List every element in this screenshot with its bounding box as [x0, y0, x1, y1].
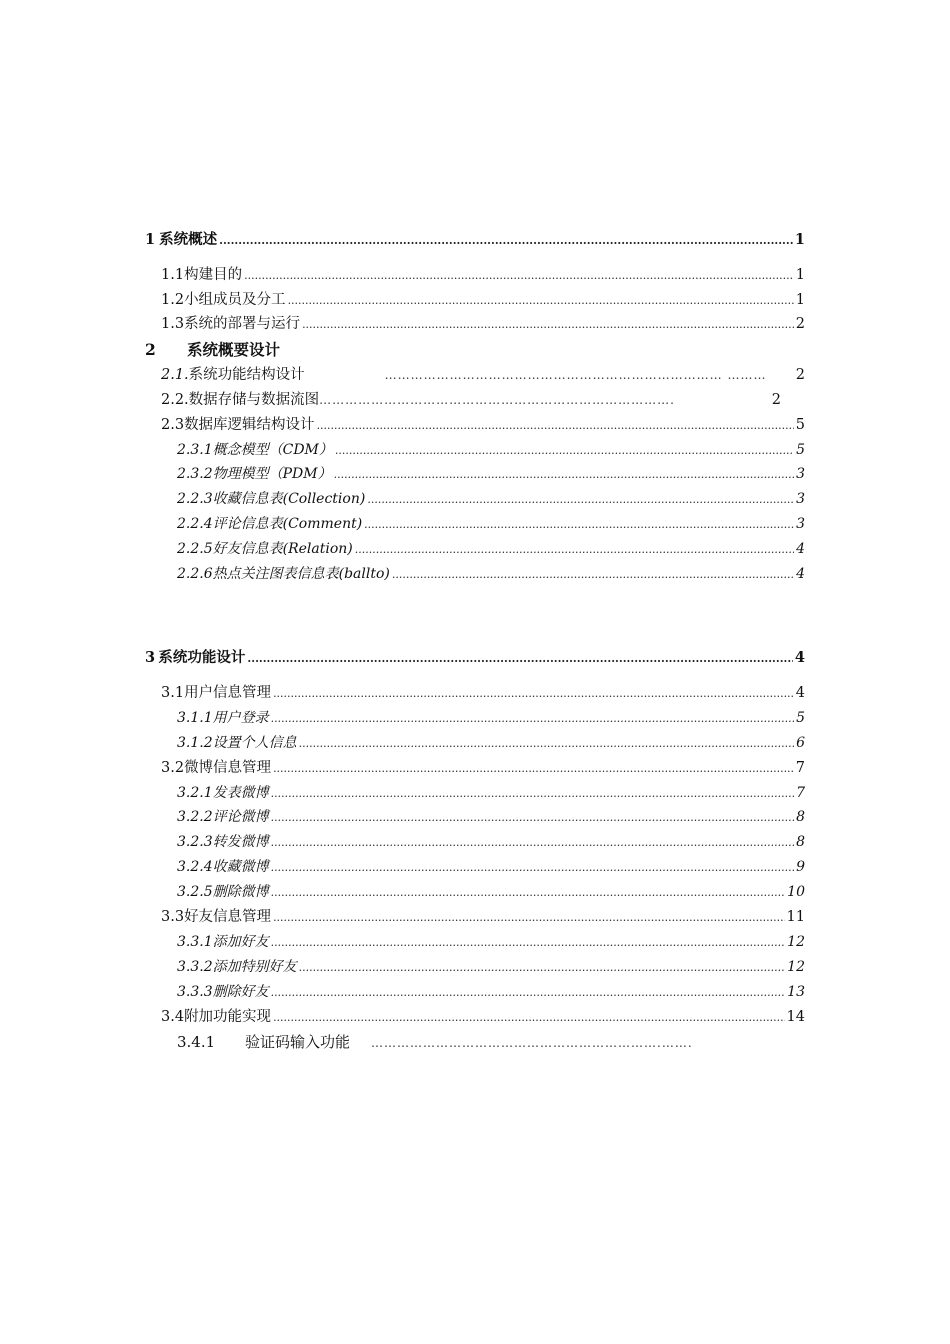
toc-number: 2.2.3 [177, 491, 213, 507]
toc-page-number: 1 [795, 267, 805, 283]
toc-page-number: 4 [795, 685, 805, 701]
toc-title: 用户信息管理 [184, 685, 272, 701]
toc-title: 发表微博 [212, 785, 269, 801]
toc-number: 3.2.5 [177, 884, 213, 900]
toc-entry-2-2-3[interactable] [177, 488, 805, 510]
toc-title: 系统概要设计 [187, 340, 281, 359]
toc-number: 1.3 [161, 316, 185, 332]
toc-entry-1-3[interactable] [161, 313, 805, 335]
toc-title: 添加好友 [212, 934, 269, 950]
toc-page-number: 3 [796, 491, 805, 507]
toc-leader [273, 683, 794, 705]
toc-number: 2 [145, 340, 156, 359]
toc-title: 收藏微博 [212, 859, 269, 875]
toc-title: 验证码输入功能 [245, 1033, 351, 1051]
toc-entry-3-2-1[interactable] [177, 782, 805, 804]
toc-leader [367, 489, 794, 511]
toc-entry-2-2-4[interactable] [177, 513, 805, 535]
toc-entry-3[interactable] [145, 647, 805, 669]
toc-leader [271, 932, 786, 954]
toc-entry-2-2-6[interactable] [177, 563, 805, 585]
toc-page-number: 6 [796, 735, 805, 751]
toc-entry-1[interactable] [145, 229, 805, 251]
toc-page-number: 7 [796, 785, 805, 801]
toc-number: 3.2 [161, 760, 185, 776]
toc-title: 好友信息表(Relation) [212, 541, 353, 557]
toc-leader [302, 314, 794, 336]
toc-page-number: 3 [796, 516, 805, 532]
toc-number: 3 [145, 649, 156, 666]
toc-number: 3.2.2 [177, 809, 213, 825]
toc-entry-3-1[interactable] [161, 682, 805, 704]
toc-number: 3.2.4 [177, 859, 213, 875]
toc-leader [271, 783, 794, 805]
toc-title: 评论信息表(Comment) [212, 516, 363, 532]
toc-entry-3-2-5[interactable] [177, 881, 805, 903]
toc-page-number: 13 [787, 984, 805, 1000]
toc-number: 3.2.1 [177, 785, 213, 801]
toc-title: 系统概述 [159, 231, 218, 248]
toc-entry-3-1-2[interactable] [177, 732, 805, 754]
toc-leader [335, 440, 794, 462]
toc-number: 2.3 [161, 417, 185, 433]
toc-page-number: 4 [796, 541, 805, 557]
toc-number: 2.3.2 [177, 466, 213, 482]
toc-page-number: 12 [787, 959, 805, 975]
toc-title: 设置个人信息 [212, 735, 297, 751]
toc-title: 系统功能设计 [158, 649, 246, 666]
toc-leader [219, 230, 793, 252]
toc-number: 2.2.5 [177, 541, 213, 557]
toc-page-number: 3 [796, 466, 805, 482]
toc-title: 用户登录 [212, 710, 269, 726]
toc-entry-2-2[interactable] [161, 389, 781, 411]
toc-leader: ………………………………………………………………………. [319, 393, 675, 407]
toc-page-number: 8 [796, 809, 805, 825]
toc-leader [273, 1007, 784, 1029]
toc-entry-3-2-2[interactable] [177, 806, 805, 828]
toc-entry-3-2-4[interactable] [177, 856, 805, 878]
toc-number: 3.1.2 [177, 735, 213, 751]
toc-title: 数据库逻辑结构设计 [184, 417, 315, 433]
toc-leader [273, 758, 794, 780]
toc-entry-3-4[interactable] [161, 1006, 805, 1028]
toc-title: 评论微博 [212, 809, 269, 825]
toc-leader [364, 514, 794, 536]
toc-entry-2-3-1[interactable] [177, 439, 805, 461]
toc-number: 1.2 [161, 292, 185, 308]
toc-title: 构建目的 [184, 267, 243, 283]
toc-number: 3.3 [161, 909, 185, 925]
toc-entry-2-3[interactable] [161, 414, 805, 436]
toc-page-number: 14 [786, 1009, 805, 1025]
toc-entry-3-3-3[interactable] [177, 981, 805, 1003]
toc-page-number: 10 [787, 884, 805, 900]
toc-page-number: 12 [787, 934, 805, 950]
toc-leader [288, 290, 794, 312]
toc-leader [317, 415, 794, 437]
toc-entry-2-2-5[interactable] [177, 538, 805, 560]
toc-entry-3-3-2[interactable] [177, 956, 805, 978]
toc-leader: ………………………………………………………….……. [371, 1036, 693, 1050]
toc-entry-3-3[interactable] [161, 906, 805, 928]
toc-number: 3.3.2 [177, 959, 213, 975]
toc-entry-2-1[interactable] [161, 364, 805, 386]
toc-title: 微博信息管理 [184, 760, 272, 776]
toc-title: 概念模型（CDM） [212, 442, 333, 458]
toc-page-number: 4 [794, 649, 805, 666]
toc-page-number: 5 [795, 417, 805, 433]
toc-page-number: 7 [795, 760, 805, 776]
toc-entry-3-2-3[interactable] [177, 831, 805, 853]
toc-entry-2[interactable] [145, 339, 805, 361]
toc-number: 1.1 [161, 267, 185, 283]
toc-leader [271, 857, 794, 879]
toc-page-number: 4 [796, 566, 805, 582]
toc-entry-3-4-1[interactable] [177, 1031, 787, 1053]
toc-title: 附加功能实现 [184, 1009, 272, 1025]
toc-leader [271, 832, 794, 854]
toc-number: 2.2. [161, 392, 189, 408]
toc-leader [271, 807, 794, 829]
toc-leader [299, 733, 794, 755]
toc-title: 系统的部署与运行 [184, 316, 301, 332]
toc-number: 3.1.1 [177, 710, 213, 726]
toc-title: 转发微博 [212, 834, 269, 850]
toc-leader [355, 539, 794, 561]
toc-leader [299, 957, 786, 979]
toc-number: 3.4.1 [177, 1033, 216, 1051]
toc-title: 系统功能结构设计 [188, 367, 305, 383]
toc-title: 添加特别好友 [212, 959, 297, 975]
toc-entry-3-1-1[interactable] [177, 707, 805, 729]
toc-leader [392, 564, 794, 586]
toc-title: 删除微博 [212, 884, 269, 900]
toc-page-number: 2 [795, 316, 805, 332]
toc-number: 2.3.1 [177, 442, 213, 458]
toc-title: 物理模型（PDM） [212, 466, 332, 482]
toc-page-number: 2 [795, 367, 805, 383]
toc-leader: …………………………………………………………………… ……… [384, 368, 767, 382]
toc-title: 好友信息管理 [184, 909, 272, 925]
toc-number: 3.3.1 [177, 934, 213, 950]
toc-page-number: 1 [795, 292, 805, 308]
toc-entry-1-2[interactable] [161, 289, 805, 311]
toc-leader [271, 982, 786, 1004]
toc-page-number: 9 [796, 859, 805, 875]
toc-page-number: 5 [796, 442, 805, 458]
toc-number: 3.4 [161, 1009, 185, 1025]
toc-entry-3-3-1[interactable] [177, 931, 805, 953]
toc-page-number: 8 [796, 834, 805, 850]
toc-leader [247, 648, 793, 670]
toc-leader [334, 464, 794, 486]
toc-leader [273, 907, 784, 929]
toc-title: 收藏信息表(Collection) [212, 491, 366, 507]
toc-page-number: 5 [796, 710, 805, 726]
toc-number: 3.3.3 [177, 984, 213, 1000]
toc-page-number: 1 [794, 231, 805, 248]
toc-number: 3.1 [161, 685, 185, 701]
toc-number: 3.2.3 [177, 834, 213, 850]
toc-title: 小组成员及分工 [184, 292, 286, 308]
toc-page-number: 2 [771, 392, 781, 408]
toc-title: 数据存储与数据流图 [188, 392, 320, 408]
toc-number: 2.2.6 [177, 566, 213, 582]
toc-title: 删除好友 [212, 984, 269, 1000]
toc-leader [244, 265, 794, 287]
toc-page-number: 11 [786, 909, 805, 925]
toc-leader [271, 882, 786, 904]
toc-entry-3-2[interactable] [161, 757, 805, 779]
toc-entry-2-3-2[interactable] [177, 463, 805, 485]
toc-number: 2.2.4 [177, 516, 213, 532]
toc-title: 热点关注图表信息表(ballto) [212, 566, 390, 582]
toc-number: 2.1. [161, 367, 189, 383]
toc-entry-1-1[interactable] [161, 264, 805, 286]
toc-number: 1 [145, 231, 156, 248]
toc-leader [271, 708, 794, 730]
